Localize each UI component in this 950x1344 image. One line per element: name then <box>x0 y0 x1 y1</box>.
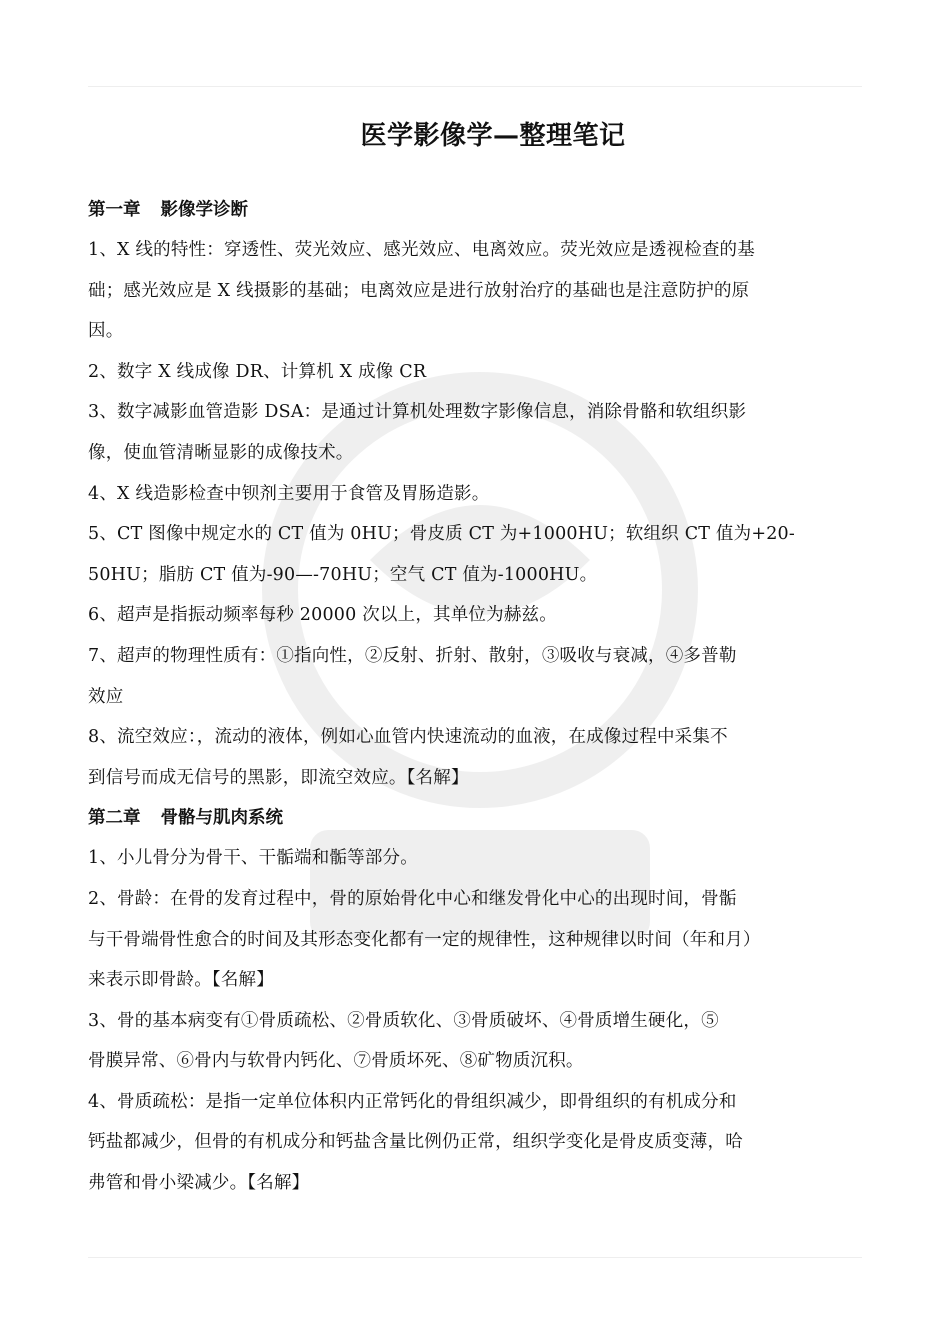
chapter-heading-2 <box>88 798 878 838</box>
list-item: 2、骨龄：在骨的发育过程中，骨的原始骨化中心和继发骨化中心的出现时间，骨骺 与干骨端骨性愈合的时间及其形态变化都有一定的规律性，这种规律以时间（年和月） 来表示即骨龄。【名解】 <box>88 888 761 991</box>
chapter-name: 骨骼与肌肉系统 <box>160 808 283 829</box>
list-item: 6、超声是指振动频率每秒 20000 次以上，其单位为赫兹。 <box>88 605 557 626</box>
header-rule <box>88 86 862 87</box>
list-item: 4、骨质疏松：是指一定单位体积内正常钙化的骨组织减少，即骨组织的有机成分和 钙盐都减少，但骨的有机成分和钙盐含量比例仍正常，组织学变化是骨皮质变薄，哈 弗管和骨小梁减少。【名解】 <box>88 1091 743 1194</box>
document-body <box>88 112 878 1204</box>
list-item: 4、X 线造影检查中钡剂主要用于食管及胃肠造影。 <box>88 483 490 504</box>
chapter-number: 第一章 <box>88 200 141 220</box>
document-title: 医学影像学—整理笔记 <box>360 121 626 151</box>
list-item: 8、流空效应：，流动的液体，例如心血管内快速流动的血液，在成像过程中采集不 到信号而成无信号的黑影，即流空效应。【名解】 <box>88 727 728 788</box>
chapter-heading-1 <box>88 190 878 230</box>
list-item: 3、数字减影血管造影 DSA：是通过计算机处理数字影像信息，消除骨骼和软组织影 像，使血管清晰显影的成像技术。 <box>88 402 747 463</box>
list-item: 1、X 线的特性：穿透性、荧光效应、感光效应、电离效应。荧光效应是透视检查的基 础；感光效应是 X 线摄影的基础；电离效应是进行放射治疗的基础也是注意防护的原 因。 <box>88 240 755 342</box>
footer-rule <box>88 1257 862 1258</box>
list-item: 3、骨的基本病变有①骨质疏松、②骨质软化、③骨质破坏、④骨质增生硬化，⑤ 骨膜异常、⑥骨内与软骨内钙化、⑦骨质坏死、⑧矿物质沉积。 <box>88 1010 719 1072</box>
list-item: 7、超声的物理性质有：①指向性，②反射、折射、散射，③吸收与衰减，④多普勒 效应 <box>88 645 737 707</box>
chapter-name: 影像学诊断 <box>160 200 248 220</box>
list-item: 2、数字 X 线成像 DR、计算机 X 成像 CR <box>88 361 427 382</box>
list-item: 5、CT 图像中规定水的 CT 值为 0HU；骨皮质 CT 为+1000HU；软组织 CT 值为+20- 50HU；脂肪 CT 值为-90—-70HU；空气 CT 值为-1000HU。 <box>88 524 795 585</box>
list-item: 1、小儿骨分为骨干、干骺端和骺等部分。 <box>88 848 418 869</box>
chapter-number: 第二章 <box>88 808 141 829</box>
